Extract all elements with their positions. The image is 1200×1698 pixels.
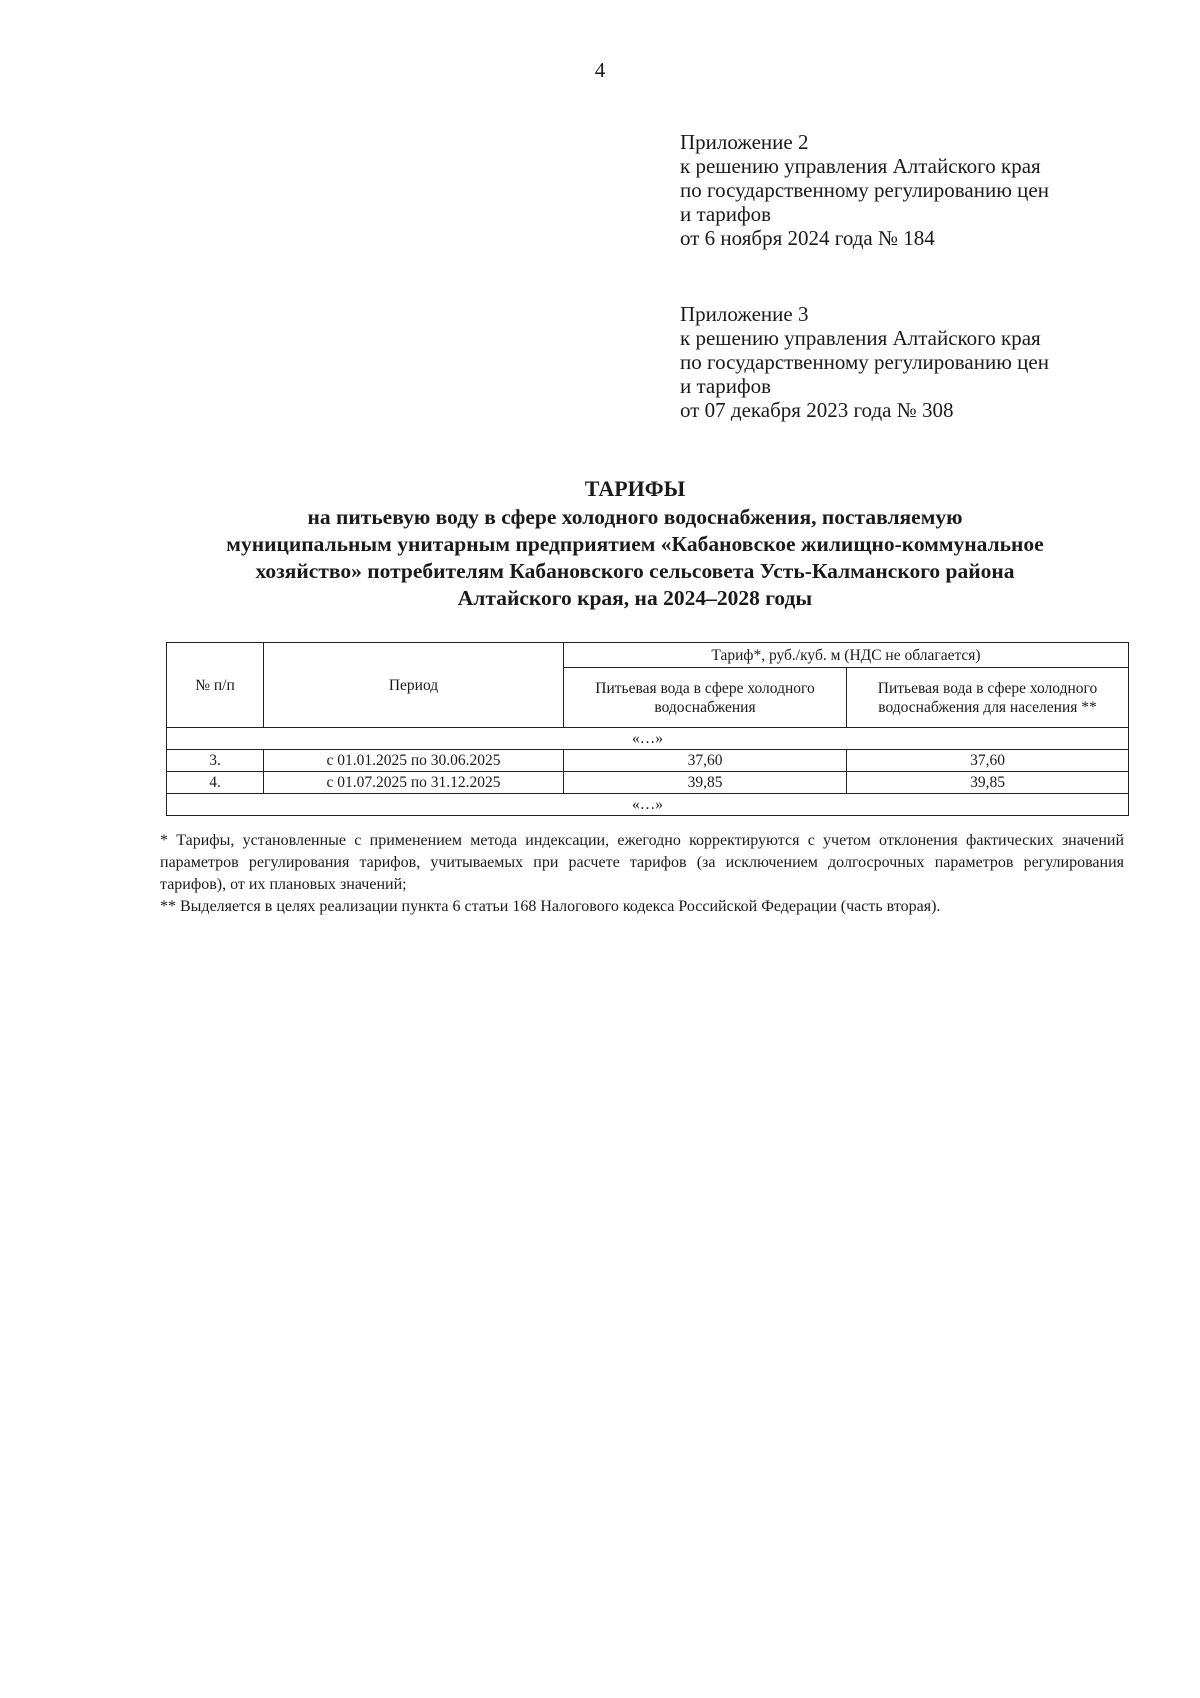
row-tariff-general: 39,85 xyxy=(564,772,847,794)
row-period: с 01.07.2025 по 31.12.2025 xyxy=(264,772,564,794)
tariff-table xyxy=(166,642,1129,816)
title-main: ТАРИФЫ xyxy=(584,476,686,501)
page-number: 4 xyxy=(594,58,606,82)
footnotes xyxy=(160,830,1124,918)
document-title xyxy=(150,475,1120,612)
appendix-2-header xyxy=(680,130,1150,250)
appendix-3-line3: и тарифов xyxy=(680,374,772,398)
header-number: № п/п xyxy=(167,643,264,728)
appendix-2-title: Приложение 2 xyxy=(680,130,809,154)
header-period: Период xyxy=(264,643,564,728)
title-line3: хозяйство» потребителям Кабановского сельсовета Усть-Калманского района xyxy=(255,559,1015,583)
appendix-3-header xyxy=(680,302,1150,422)
ellipsis-row-bottom: «…» xyxy=(167,794,1129,816)
row-period: с 01.01.2025 по 30.06.2025 xyxy=(264,750,564,772)
row-number: 3. xyxy=(167,750,264,772)
appendix-3-line1: к решению управления Алтайского края xyxy=(680,326,1041,350)
header-tariff-group: Тариф*, руб./куб. м (НДС не облагается) xyxy=(564,643,1129,668)
footnote-2: ** Выделяется в целях реализации пункта 6 статьи 168 Налогового кодекса Российской Федерации (часть вторая). xyxy=(160,898,941,915)
table-row xyxy=(167,750,1129,772)
footnote-1: * Тарифы, установленные с применением метода индексации, ежегодно корректируются с учетом отклонения фактических значений параметров регулирования тарифов, учитываемых при расчете тарифов (за исключением долгосрочных параметров регулирования тарифов), от их плановых значений; xyxy=(160,832,1124,893)
appendix-2-line3: и тарифов xyxy=(680,202,772,226)
title-line4: Алтайского края, на 2024–2028 годы xyxy=(457,586,813,610)
appendix-2-date: от 6 ноября 2024 года № 184 xyxy=(680,226,935,250)
appendix-3-title: Приложение 3 xyxy=(680,302,809,326)
row-number: 4. xyxy=(167,772,264,794)
row-tariff-population: 37,60 xyxy=(847,750,1129,772)
header-tariff-general: Питьевая вода в сфере холодного водоснабжения xyxy=(564,668,847,728)
ellipsis-row-top: «…» xyxy=(167,728,1129,750)
row-tariff-population: 39,85 xyxy=(847,772,1129,794)
appendix-3-date: от 07 декабря 2023 года № 308 xyxy=(680,398,954,422)
appendix-2-line2: по государственному регулированию цен xyxy=(680,178,1049,202)
table-row xyxy=(167,772,1129,794)
appendix-2-line1: к решению управления Алтайского края xyxy=(680,154,1041,178)
title-line1: на питьевую воду в сфере холодного водоснабжения, поставляемую xyxy=(307,505,963,529)
row-tariff-general: 37,60 xyxy=(564,750,847,772)
header-tariff-population: Питьевая вода в сфере холодного водоснабжения для населения ** xyxy=(847,668,1129,728)
appendix-3-line2: по государственному регулированию цен xyxy=(680,350,1049,374)
title-line2: муниципальным унитарным предприятием «Кабановское жилищно-коммунальное xyxy=(226,532,1044,556)
